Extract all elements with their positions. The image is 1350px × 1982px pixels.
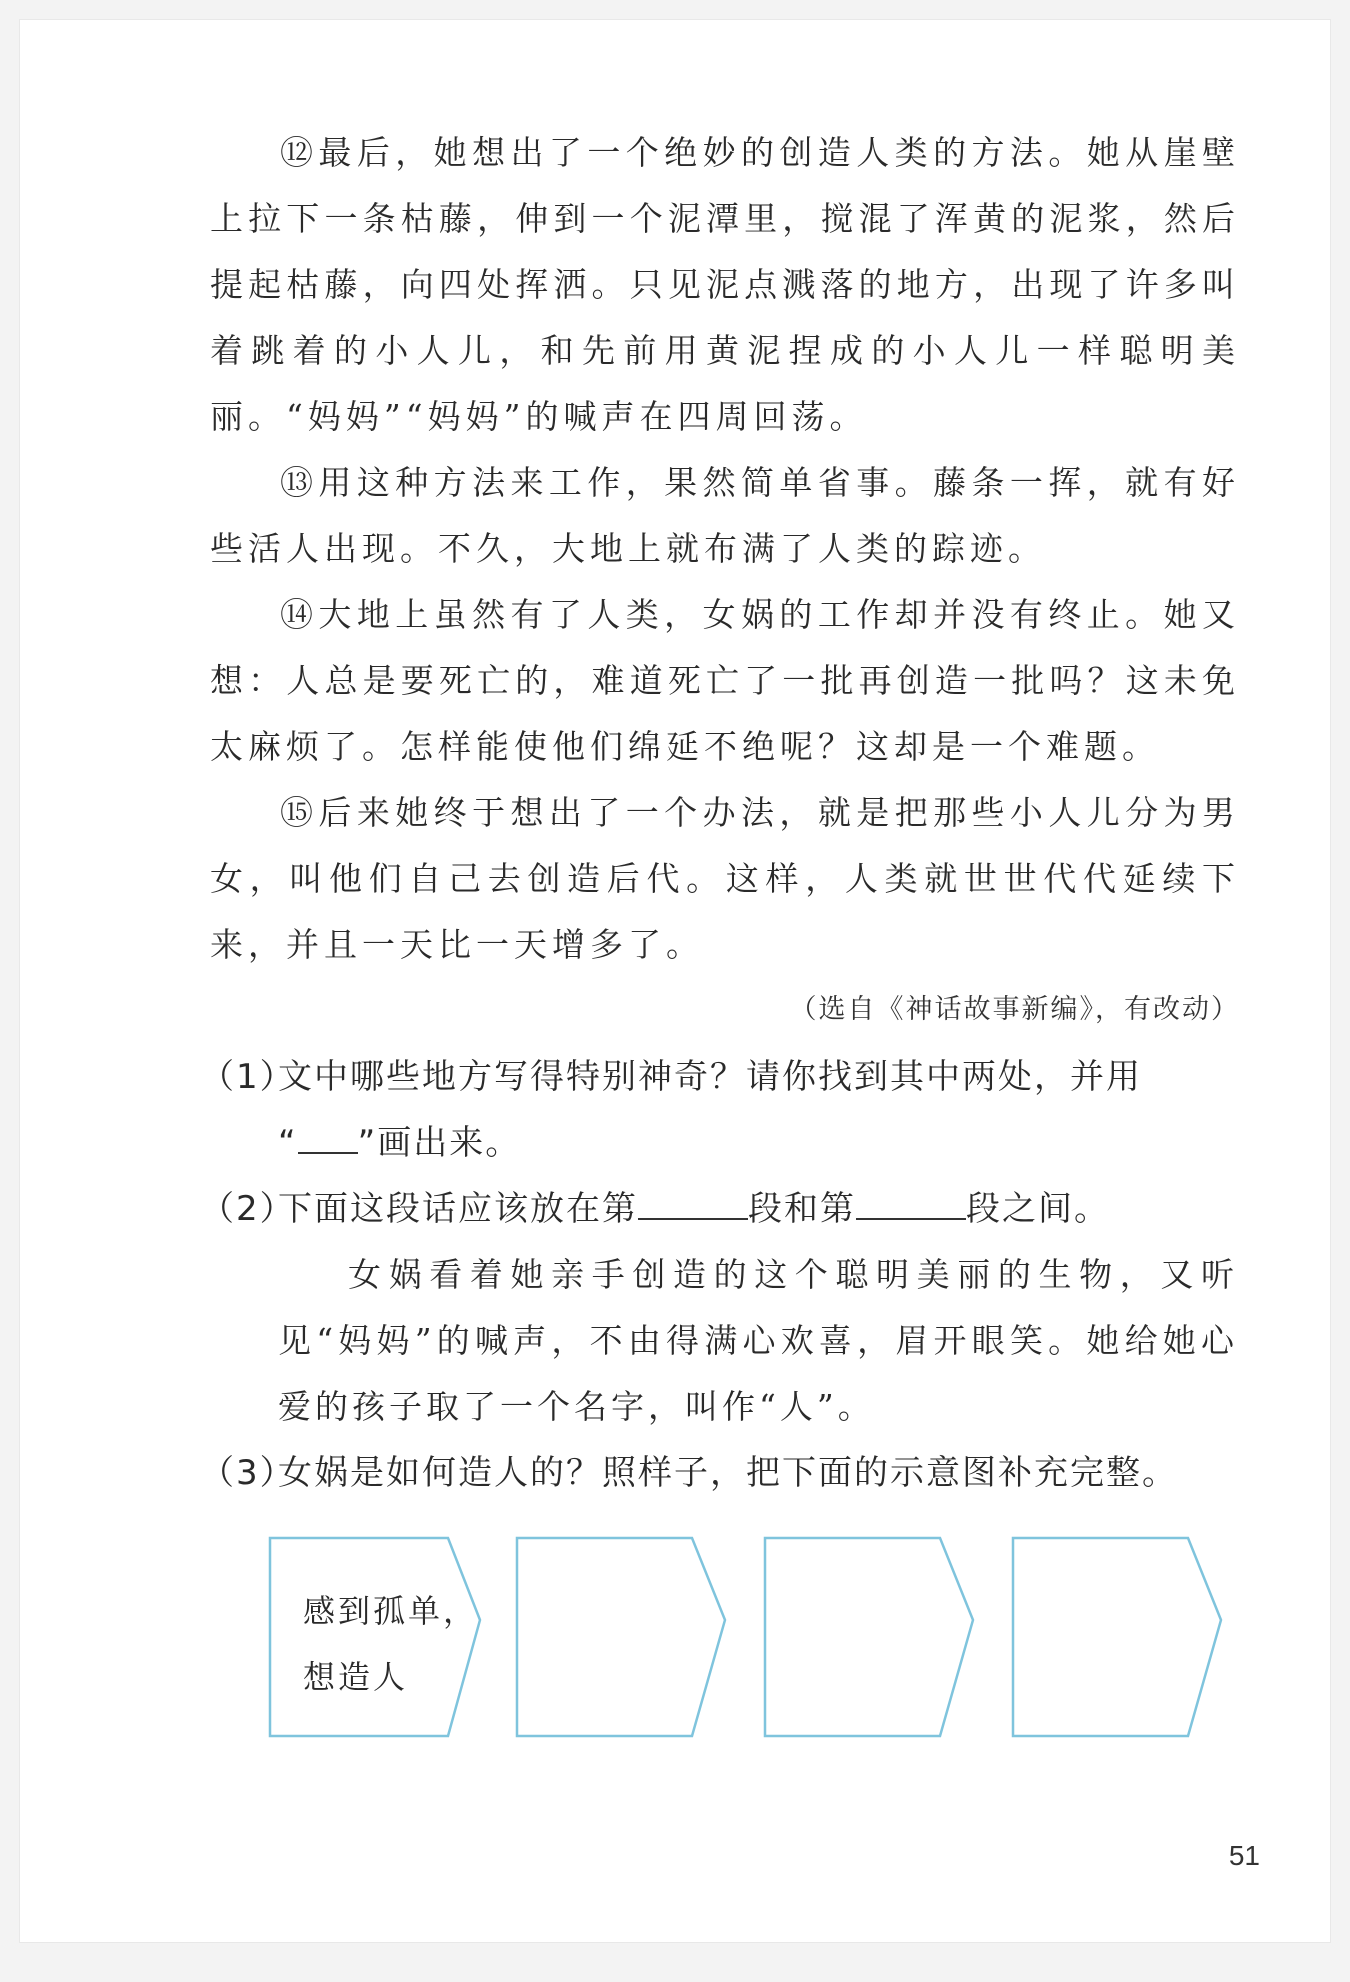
answer-blank[interactable] (298, 1118, 358, 1154)
question-text: 段之间。 (966, 1189, 1110, 1229)
question-2-passage (278, 1242, 1238, 1440)
paragraph-13 (210, 450, 1240, 582)
answer-blank-1[interactable] (638, 1184, 748, 1220)
question-text: ”画出来。 (357, 1123, 522, 1163)
source-citation: （选自《神话故事新编》，有改动） (789, 994, 1240, 1025)
flow-box-line: 感到孤单， (303, 1592, 479, 1630)
question-1 (200, 1044, 1240, 1176)
flow-diagram-svg (20, 1520, 1330, 1760)
flow-box-1-label (303, 1578, 478, 1710)
paragraph-12 (210, 120, 1240, 450)
paragraph-line: 太麻烦了。怎样能使他们绵延不绝呢？这却是一个难题。 (210, 727, 1160, 766)
paragraph-line: 想：人总是要死亡的，难道死亡了一批再创造一批吗？这未免 (210, 661, 1240, 700)
flow-diagram (20, 1520, 1330, 1760)
textbook-page (20, 20, 1330, 1942)
question-text: 女娲是如何造人的？照样子，把下面的示意图补充完整。 (278, 1453, 1178, 1493)
passage-line: 女娲看着她亲手创造的这个聪明美丽的生物，又听见 (278, 1255, 1238, 1360)
paragraph-line: 上拉下一条枯藤，伸到一个泥潭里，搅混了浑黄的泥浆，然后 (210, 199, 1240, 238)
page-number: 51 (1228, 1840, 1260, 1871)
paragraph-line: 来，并且一天比一天增多了。 (210, 925, 704, 964)
passage-line: 的孩子取了一个名字，叫作“人”。 (315, 1387, 875, 1426)
paragraph-line: ⑫最后，她想出了一个绝妙的创造人类的方法。她从崖壁 (280, 133, 1240, 172)
paragraph-14 (210, 582, 1240, 780)
question-2 (200, 1176, 1240, 1242)
question-number: （3） (200, 1453, 296, 1493)
paragraph-15 (210, 780, 1240, 978)
paragraph-line: “妈妈”“妈妈”的喊声在四周回荡。 (286, 397, 868, 436)
question-3 (200, 1440, 1240, 1506)
paragraph-line: 女，叫他们自己去创造后代。这样，人类就世世代代延续下 (210, 859, 1240, 898)
question-text: 段和第 (748, 1189, 856, 1229)
question-text: 下面这段话应该放在第 (278, 1189, 638, 1229)
flow-box-3[interactable] (765, 1538, 973, 1736)
paragraph-line: 提起枯藤，向四处挥洒。只见泥点溅落的地方，出现了许多叫 (210, 265, 1240, 304)
paragraph-line: 着跳着的小人儿，和先前用黄泥捏成的小人儿一样聪明美丽。 (210, 331, 1240, 436)
question-text: 文中哪些地方写得特别神奇？请你找到其中两处，并用 (278, 1057, 1142, 1097)
paragraph-line: 些活人出现。不久，大地上就布满了人类的踪迹。 (210, 529, 1046, 568)
question-number: （1） (200, 1057, 296, 1097)
flow-box-line: 想造人 (303, 1658, 409, 1696)
passage-line: “妈妈”的喊声，不由得满心欢喜，眉开眼笑。她给她心爱 (278, 1321, 1238, 1426)
question-number: （2） (200, 1189, 296, 1229)
answer-blank-2[interactable] (856, 1184, 966, 1220)
flow-box-2[interactable] (517, 1538, 725, 1736)
paragraph-line: ⑭大地上虽然有了人类，女娲的工作却并没有终止。她又 (280, 595, 1240, 634)
flow-box-4[interactable] (1013, 1538, 1221, 1736)
paragraph-line: ⑮后来她终于想出了一个办法，就是把那些小人儿分为男 (280, 793, 1240, 832)
quote-open: “ (278, 1123, 298, 1163)
paragraph-line: ⑬用这种方法来工作，果然简单省事。藤条一挥，就有好 (280, 463, 1240, 502)
